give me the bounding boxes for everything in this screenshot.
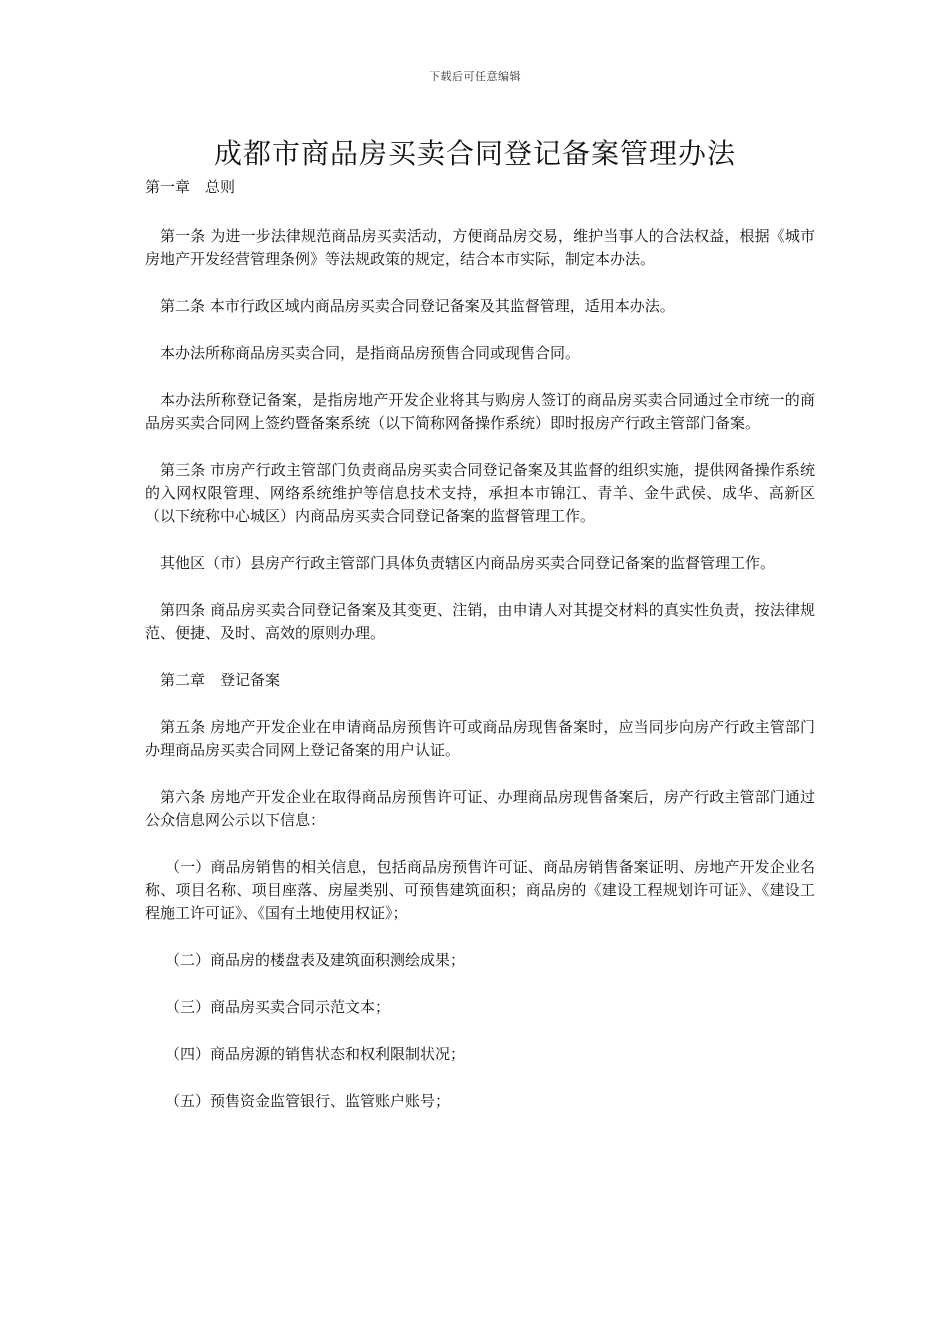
paragraph-contract-definition: 本办法所称商品房买卖合同，是指商品房预售合同或现售合同。: [160, 344, 581, 362]
article-5: 第五条 房地产开发企业在申请商品房预售许可或商品房现售备案时，应当同步向房产行政主管部门办理商品房买卖合同网上登记备案的用户认证。: [145, 718, 815, 759]
paragraph-other-districts: 其他区（市）县房产行政主管部门具体负责辖区内商品房买卖合同登记备案的监督管理工作。: [160, 554, 776, 572]
article-2: 第二条 本市行政区域内商品房买卖合同登记备案及其监督管理，适用本办法。: [160, 297, 675, 315]
article-3: 第三条 市房产行政主管部门负责商品房买卖合同登记备案及其监督的组织实施，提供网备操作系统的入网权限管理、网络系统维护等信息技术支持，承担本市锦江、青羊、金牛武侯、成华、高新区（以下统称中心城区）内商品房买卖合同登记备案的监督管理工作。: [145, 461, 815, 525]
list-item-3: （三）商品房买卖合同示范文本；: [165, 998, 391, 1016]
list-item-5: （五）预售资金监管银行、监管账户账号；: [165, 1092, 451, 1110]
article-6: 第六条 房地产开发企业在取得商品房预售许可证、办理商品房现售备案后，房产行政主管部门通过公众信息网公示以下信息：: [145, 788, 815, 829]
header-note: 下载后可任意编辑: [429, 70, 521, 83]
list-item-4: （四）商品房源的销售状态和权利限制状况；: [165, 1045, 466, 1063]
document-title: 成都市商品房买卖合同登记备案管理办法: [213, 137, 736, 170]
document-body: [145, 176, 815, 1137]
list-item-1: （一）商品房销售的相关信息，包括商品房预售许可证、商品房销售备案证明、房地产开发企业名称、项目名称、项目座落、房屋类别、可预售建筑面积；商品房的《建设工程规划许可证》、《建设工程施工许可证》、《国有土地使用权证》；: [145, 858, 815, 922]
paragraph-registration-definition: 本办法所称登记备案，是指房地产开发企业将其与购房人签订的商品房买卖合同通过全市统一的商品房买卖合同网上签约暨备案系统（以下简称网备操作系统）即时报房产行政主管部门备案。: [145, 391, 815, 432]
article-4: 第四条 商品房买卖合同登记备案及其变更、注销，由申请人对其提交材料的真实性负责，按法律规范、便捷、及时、高效的原则办理。: [145, 601, 815, 642]
list-item-2: （二）商品房的楼盘表及建筑面积测绘成果；: [165, 951, 466, 969]
chapter-heading-2: 第二章 登记备案: [160, 671, 281, 689]
article-1: 第一条 为进一步法律规范商品房买卖活动，方便商品房交易，维护当事人的合法权益，根据《城市房地产开发经营管理条例》等法规政策的规定，结合本市实际，制定本办法。: [145, 227, 815, 268]
chapter-heading-1: 第一章 总则: [145, 178, 236, 196]
